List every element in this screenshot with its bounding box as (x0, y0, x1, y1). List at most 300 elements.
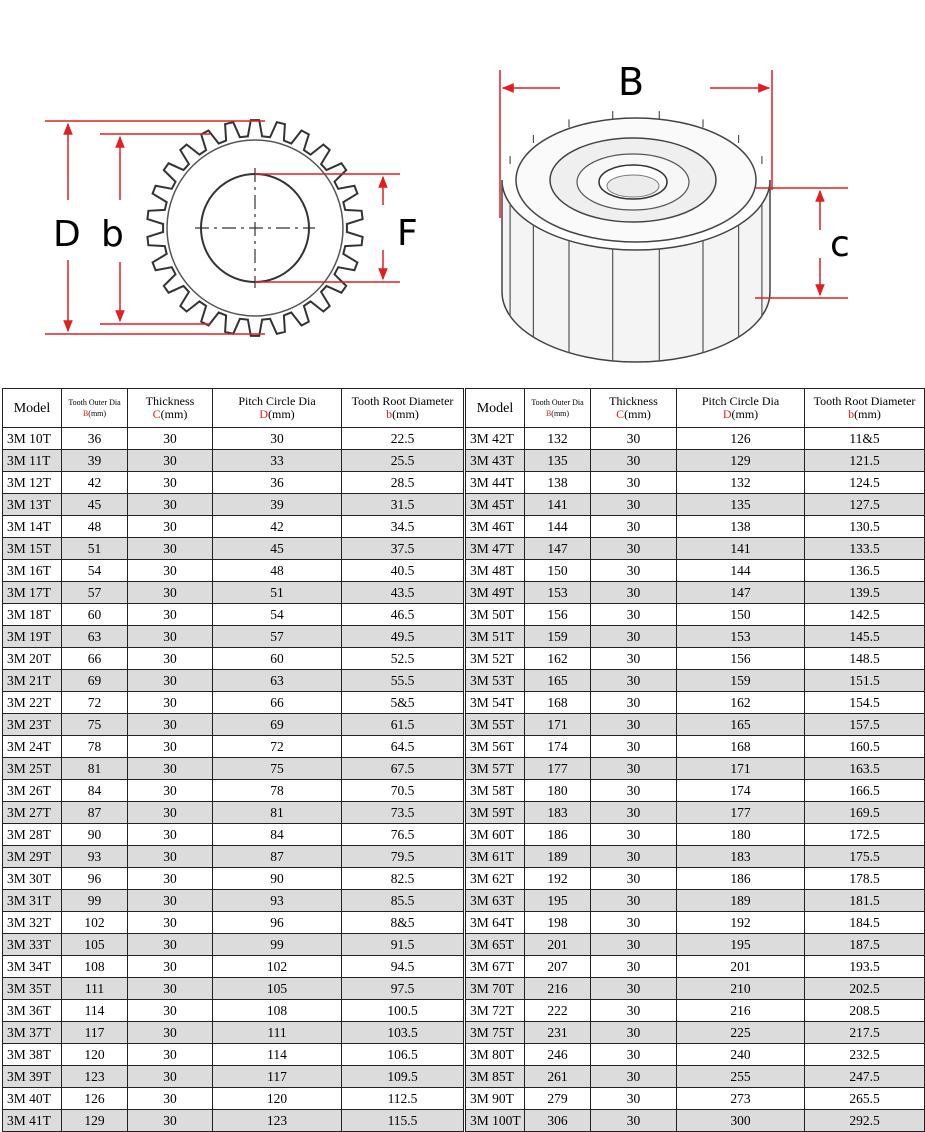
cell-pitch: 153 (677, 626, 805, 648)
cell-model: 3M 28T (3, 824, 62, 846)
label-bore-f: F (397, 213, 418, 254)
cell-tooth-outer: 186 (525, 824, 591, 846)
cell-pitch: 114 (213, 1044, 342, 1066)
col-root-sym: b (386, 407, 393, 421)
table-row (3, 428, 464, 450)
table-row (466, 648, 925, 670)
cell-root: 247.5 (805, 1066, 925, 1088)
cell-pitch: 255 (677, 1066, 805, 1088)
cell-tooth-outer: 231 (525, 1022, 591, 1044)
cell-pitch: 30 (213, 428, 342, 450)
cell-thickness: 30 (128, 582, 213, 604)
table-header-row (466, 389, 925, 428)
cell-pitch: 54 (213, 604, 342, 626)
cell-pitch: 141 (677, 538, 805, 560)
cell-root: 55.5 (342, 670, 464, 692)
table-row (3, 450, 464, 472)
cell-thickness: 30 (128, 494, 213, 516)
col-root-sym: b (848, 407, 855, 421)
cell-model: 3M 20T (3, 648, 62, 670)
table-row (3, 560, 464, 582)
table-row (3, 934, 464, 956)
cell-pitch: 168 (677, 736, 805, 758)
cell-pitch: 192 (677, 912, 805, 934)
cell-pitch: 36 (213, 472, 342, 494)
table-row (3, 1022, 464, 1044)
cell-root: 112.5 (342, 1088, 464, 1110)
table-row (466, 912, 925, 934)
table-row (3, 648, 464, 670)
table-row (3, 824, 464, 846)
cell-model: 3M 40T (3, 1088, 62, 1110)
cell-pitch: 126 (677, 428, 805, 450)
cell-thickness: 30 (128, 824, 213, 846)
table-row (3, 1044, 464, 1066)
cell-root: 5&5 (342, 692, 464, 714)
cell-tooth-outer: 132 (525, 428, 591, 450)
cell-root: 157.5 (805, 714, 925, 736)
cell-model: 3M 72T (466, 1000, 525, 1022)
cell-pitch: 72 (213, 736, 342, 758)
cell-model: 3M 90T (466, 1088, 525, 1110)
cell-root: 37.5 (342, 538, 464, 560)
cell-tooth-outer: 159 (525, 626, 591, 648)
table-row (466, 692, 925, 714)
cell-model: 3M 100T (466, 1110, 525, 1132)
cell-tooth-outer: 63 (62, 626, 128, 648)
cell-model: 3M 60T (466, 824, 525, 846)
cell-model: 3M 63T (466, 890, 525, 912)
cell-root: 151.5 (805, 670, 925, 692)
cell-model: 3M 41T (3, 1110, 62, 1132)
cell-pitch: 102 (213, 956, 342, 978)
table-row (3, 494, 464, 516)
cell-model: 3M 24T (3, 736, 62, 758)
col-tooth-outer-sym: B (82, 409, 89, 418)
cell-root: 64.5 (342, 736, 464, 758)
cell-root: 25.5 (342, 450, 464, 472)
col-model: Model (466, 389, 525, 428)
cell-thickness: 30 (128, 450, 213, 472)
table-row (466, 868, 925, 890)
table-row (3, 516, 464, 538)
cell-model: 3M 43T (466, 450, 525, 472)
label-outer-diameter-d: D (53, 214, 81, 255)
cell-model: 3M 62T (466, 868, 525, 890)
cell-thickness: 30 (591, 912, 677, 934)
col-tooth-outer-label: Tooth Outer Dia (531, 398, 584, 407)
cell-root: 106.5 (342, 1044, 464, 1066)
cell-thickness: 30 (591, 868, 677, 890)
cell-thickness: 30 (591, 824, 677, 846)
table-row (3, 802, 464, 824)
cell-model: 3M 51T (466, 626, 525, 648)
cell-model: 3M 29T (3, 846, 62, 868)
cell-model: 3M 36T (3, 1000, 62, 1022)
table-row (3, 780, 464, 802)
cell-pitch: 183 (677, 846, 805, 868)
cell-thickness: 30 (591, 1110, 677, 1132)
cell-tooth-outer: 114 (62, 1000, 128, 1022)
cell-tooth-outer: 192 (525, 868, 591, 890)
table-row (3, 472, 464, 494)
cell-pitch: 117 (213, 1066, 342, 1088)
cell-pitch: 60 (213, 648, 342, 670)
cell-root: 169.5 (805, 802, 925, 824)
cell-root: 11&5 (805, 428, 925, 450)
cell-pitch: 138 (677, 516, 805, 538)
cell-root: 187.5 (805, 934, 925, 956)
cell-thickness: 30 (128, 472, 213, 494)
cell-thickness: 30 (128, 978, 213, 1000)
cell-model: 3M 35T (3, 978, 62, 1000)
cell-model: 3M 75T (466, 1022, 525, 1044)
cell-pitch: 273 (677, 1088, 805, 1110)
cell-thickness: 30 (591, 1022, 677, 1044)
cell-pitch: 78 (213, 780, 342, 802)
col-pitch-label: Pitch Circle Dia (701, 394, 780, 408)
table-row (466, 1088, 925, 1110)
cell-thickness: 30 (128, 802, 213, 824)
cell-pitch: 240 (677, 1044, 805, 1066)
cell-model: 3M 12T (3, 472, 62, 494)
cell-tooth-outer: 117 (62, 1022, 128, 1044)
cell-model: 3M 23T (3, 714, 62, 736)
cell-root: 178.5 (805, 868, 925, 890)
cell-model: 3M 52T (466, 648, 525, 670)
cell-tooth-outer: 201 (525, 934, 591, 956)
cell-thickness: 30 (128, 538, 213, 560)
cell-tooth-outer: 105 (62, 934, 128, 956)
cell-thickness: 30 (128, 846, 213, 868)
cell-root: 193.5 (805, 956, 925, 978)
cell-thickness: 30 (128, 758, 213, 780)
cell-tooth-outer: 171 (525, 714, 591, 736)
cell-model: 3M 45T (466, 494, 525, 516)
cell-pitch: 147 (677, 582, 805, 604)
cell-root: 142.5 (805, 604, 925, 626)
cell-tooth-outer: 99 (62, 890, 128, 912)
cell-tooth-outer: 153 (525, 582, 591, 604)
table-row (3, 736, 464, 758)
cell-thickness: 30 (128, 934, 213, 956)
cell-model: 3M 18T (3, 604, 62, 626)
table-row (3, 846, 464, 868)
cell-pitch: 180 (677, 824, 805, 846)
cell-model: 3M 57T (466, 758, 525, 780)
table-row (466, 846, 925, 868)
cell-root: 145.5 (805, 626, 925, 648)
table-row (3, 1110, 464, 1132)
col-thickness-sym: C (152, 407, 161, 421)
cell-thickness: 30 (128, 1088, 213, 1110)
table-row (3, 582, 464, 604)
cell-tooth-outer: 144 (525, 516, 591, 538)
cell-tooth-outer: 165 (525, 670, 591, 692)
cell-tooth-outer: 69 (62, 670, 128, 692)
col-root (342, 389, 464, 428)
cell-model: 3M 16T (3, 560, 62, 582)
cell-tooth-outer: 84 (62, 780, 128, 802)
col-model: Model (3, 389, 62, 428)
cell-pitch: 66 (213, 692, 342, 714)
col-pitch-sym: D (259, 407, 268, 421)
cell-tooth-outer: 126 (62, 1088, 128, 1110)
cell-model: 3M 80T (466, 1044, 525, 1066)
cell-tooth-outer: 135 (525, 450, 591, 472)
col-thickness-unit: (mm) (624, 407, 651, 421)
cell-pitch: 48 (213, 560, 342, 582)
table-row (466, 604, 925, 626)
cell-thickness: 30 (591, 428, 677, 450)
table-row (466, 934, 925, 956)
cell-tooth-outer: 261 (525, 1066, 591, 1088)
cell-thickness: 30 (591, 736, 677, 758)
col-root-unit: (mm) (854, 407, 881, 421)
cell-tooth-outer: 90 (62, 824, 128, 846)
cell-pitch: 150 (677, 604, 805, 626)
cell-model: 3M 30T (3, 868, 62, 890)
table-row (466, 1022, 925, 1044)
cell-model: 3M 17T (3, 582, 62, 604)
cell-tooth-outer: 222 (525, 1000, 591, 1022)
cell-tooth-outer: 54 (62, 560, 128, 582)
table-row (466, 736, 925, 758)
cell-thickness: 30 (591, 494, 677, 516)
cell-pitch: 96 (213, 912, 342, 934)
cell-thickness: 30 (128, 912, 213, 934)
col-root (805, 389, 925, 428)
cell-tooth-outer: 57 (62, 582, 128, 604)
cell-tooth-outer: 72 (62, 692, 128, 714)
cell-pitch: 216 (677, 1000, 805, 1022)
cell-model: 3M 11T (3, 450, 62, 472)
cell-model: 3M 48T (466, 560, 525, 582)
cell-pitch: 81 (213, 802, 342, 824)
col-tooth-outer (62, 389, 128, 428)
cell-pitch: 165 (677, 714, 805, 736)
table-row (466, 582, 925, 604)
cell-tooth-outer: 108 (62, 956, 128, 978)
cell-thickness: 30 (128, 604, 213, 626)
cell-model: 3M 44T (466, 472, 525, 494)
cell-root: 76.5 (342, 824, 464, 846)
cell-pitch: 171 (677, 758, 805, 780)
cell-model: 3M 70T (466, 978, 525, 1000)
cell-model: 3M 54T (466, 692, 525, 714)
spec-table-right-body (466, 428, 925, 1132)
cell-model: 3M 14T (3, 516, 62, 538)
cell-thickness: 30 (591, 934, 677, 956)
cell-model: 3M 55T (466, 714, 525, 736)
cell-thickness: 30 (591, 1088, 677, 1110)
cell-thickness: 30 (128, 428, 213, 450)
table-row (466, 758, 925, 780)
cell-tooth-outer: 174 (525, 736, 591, 758)
cell-pitch: 105 (213, 978, 342, 1000)
cell-thickness: 30 (591, 802, 677, 824)
cell-tooth-outer: 189 (525, 846, 591, 868)
cell-thickness: 30 (591, 890, 677, 912)
table-row (3, 604, 464, 626)
cell-root: 73.5 (342, 802, 464, 824)
cell-thickness: 30 (128, 1044, 213, 1066)
cell-pitch: 201 (677, 956, 805, 978)
cell-root: 79.5 (342, 846, 464, 868)
cell-tooth-outer: 147 (525, 538, 591, 560)
cell-pitch: 51 (213, 582, 342, 604)
table-header-row (3, 389, 464, 428)
cell-root: 232.5 (805, 1044, 925, 1066)
cell-root: 154.5 (805, 692, 925, 714)
col-thickness-sym: C (616, 407, 625, 421)
side-view-gear (502, 111, 770, 362)
cell-root: 115.5 (342, 1110, 464, 1132)
col-root-label: Tooth Root Diameter (813, 394, 916, 408)
cell-pitch: 69 (213, 714, 342, 736)
table-row (3, 538, 464, 560)
cell-tooth-outer: 183 (525, 802, 591, 824)
col-pitch-unit: (mm) (731, 407, 759, 421)
cell-tooth-outer: 129 (62, 1110, 128, 1132)
cell-thickness: 30 (591, 670, 677, 692)
cell-tooth-outer: 81 (62, 758, 128, 780)
cell-root: 8&5 (342, 912, 464, 934)
col-pitch (213, 389, 342, 428)
cell-tooth-outer: 156 (525, 604, 591, 626)
cell-root: 202.5 (805, 978, 925, 1000)
cell-root: 121.5 (805, 450, 925, 472)
cell-pitch: 75 (213, 758, 342, 780)
table-row (466, 560, 925, 582)
col-tooth-outer-unit: (mm) (551, 409, 570, 418)
table-row (3, 890, 464, 912)
cell-pitch: 33 (213, 450, 342, 472)
col-tooth-outer (525, 389, 591, 428)
cell-thickness: 30 (591, 846, 677, 868)
cell-root: 172.5 (805, 824, 925, 846)
cell-tooth-outer: 60 (62, 604, 128, 626)
cell-model: 3M 25T (3, 758, 62, 780)
col-pitch-label: Pitch Circle Dia (238, 394, 316, 408)
cell-tooth-outer: 39 (62, 450, 128, 472)
col-root-label: Tooth Root Diameter (351, 394, 454, 408)
cell-model: 3M 65T (466, 934, 525, 956)
cell-model: 3M 26T (3, 780, 62, 802)
cell-tooth-outer: 216 (525, 978, 591, 1000)
cell-pitch: 42 (213, 516, 342, 538)
cell-root: 100.5 (342, 1000, 464, 1022)
cell-root: 163.5 (805, 758, 925, 780)
cell-thickness: 30 (591, 626, 677, 648)
cell-root: 61.5 (342, 714, 464, 736)
cell-tooth-outer: 207 (525, 956, 591, 978)
cell-thickness: 30 (128, 714, 213, 736)
cell-thickness: 30 (128, 1066, 213, 1088)
gear-dimension-diagram (0, 0, 925, 383)
spec-table-right (465, 388, 925, 1132)
table-row (466, 1066, 925, 1088)
cell-tooth-outer: 306 (525, 1110, 591, 1132)
table-row (3, 692, 464, 714)
cell-thickness: 30 (128, 1022, 213, 1044)
cell-pitch: 135 (677, 494, 805, 516)
cell-thickness: 30 (591, 692, 677, 714)
label-thickness-c: c (830, 224, 850, 265)
cell-tooth-outer: 141 (525, 494, 591, 516)
col-thickness (591, 389, 677, 428)
cell-tooth-outer: 162 (525, 648, 591, 670)
table-row (3, 868, 464, 890)
cell-pitch: 45 (213, 538, 342, 560)
table-row (3, 758, 464, 780)
table-row (3, 1088, 464, 1110)
cell-pitch: 99 (213, 934, 342, 956)
col-tooth-outer-sym: B (545, 409, 552, 418)
cell-thickness: 30 (128, 780, 213, 802)
cell-tooth-outer: 168 (525, 692, 591, 714)
cell-root: 109.5 (342, 1066, 464, 1088)
cell-thickness: 30 (128, 670, 213, 692)
cell-pitch: 123 (213, 1110, 342, 1132)
cell-thickness: 30 (591, 516, 677, 538)
cell-root: 46.5 (342, 604, 464, 626)
cell-pitch: 156 (677, 648, 805, 670)
spec-table-left (2, 388, 464, 1132)
cell-pitch: 129 (677, 450, 805, 472)
cell-model: 3M 64T (466, 912, 525, 934)
cell-model: 3M 42T (466, 428, 525, 450)
table-row (3, 956, 464, 978)
cell-tooth-outer: 177 (525, 758, 591, 780)
cell-root: 43.5 (342, 582, 464, 604)
table-row (466, 494, 925, 516)
table-row (466, 670, 925, 692)
cell-root: 28.5 (342, 472, 464, 494)
cell-pitch: 120 (213, 1088, 342, 1110)
cell-root: 85.5 (342, 890, 464, 912)
cell-tooth-outer: 45 (62, 494, 128, 516)
col-root-unit: (mm) (392, 407, 419, 421)
table-row (3, 1066, 464, 1088)
cell-pitch: 195 (677, 934, 805, 956)
cell-pitch: 186 (677, 868, 805, 890)
cell-tooth-outer: 96 (62, 868, 128, 890)
cell-model: 3M 13T (3, 494, 62, 516)
cell-thickness: 30 (591, 780, 677, 802)
cell-model: 3M 22T (3, 692, 62, 714)
cell-tooth-outer: 180 (525, 780, 591, 802)
cell-pitch: 162 (677, 692, 805, 714)
cell-root: 49.5 (342, 626, 464, 648)
cell-model: 3M 37T (3, 1022, 62, 1044)
cell-thickness: 30 (128, 692, 213, 714)
cell-thickness: 30 (128, 736, 213, 758)
cell-thickness: 30 (591, 472, 677, 494)
cell-pitch: 39 (213, 494, 342, 516)
table-row (466, 824, 925, 846)
cell-pitch: 63 (213, 670, 342, 692)
table-row (466, 1000, 925, 1022)
cell-thickness: 30 (591, 604, 677, 626)
cell-root: 94.5 (342, 956, 464, 978)
cell-thickness: 30 (591, 538, 677, 560)
col-thickness-label: Thickness (609, 394, 658, 408)
cell-model: 3M 46T (466, 516, 525, 538)
cell-model: 3M 27T (3, 802, 62, 824)
cell-pitch: 210 (677, 978, 805, 1000)
cell-model: 3M 15T (3, 538, 62, 560)
